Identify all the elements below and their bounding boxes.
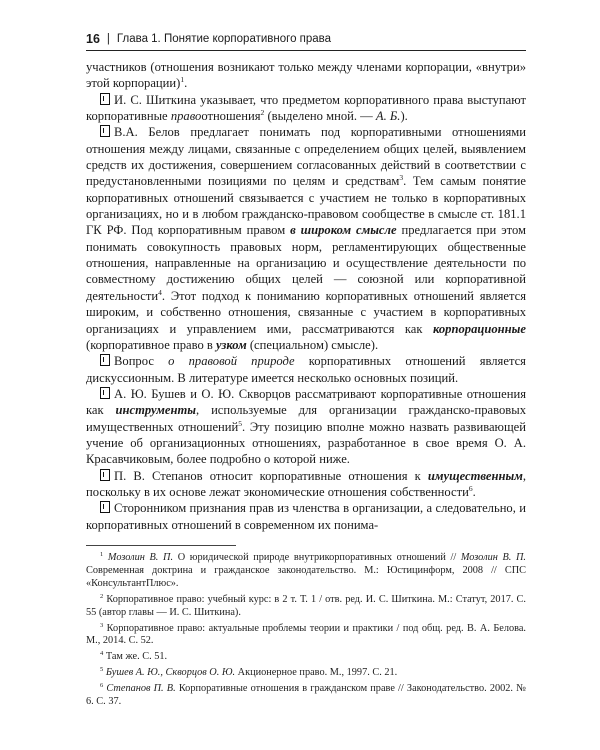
paragraph	[86, 92, 526, 125]
footnote: $^4$ Там же. С. 51.	[100, 650, 168, 663]
paragraph-text: И. С. Шиткина указывает, что предметом корпоративного права выступают корпоративные правоотношения$^2$ (выделено мной. — А. Б.).	[86, 92, 526, 124]
document-marker-icon	[100, 469, 110, 481]
paragraph	[86, 468, 526, 501]
paragraph-text: Вопрос о правовой природе корпоративных отношений является дискуссионным. В литературе имеется несколько основных позиций.	[86, 354, 526, 385]
paragraph	[86, 124, 526, 353]
document-marker-icon	[100, 501, 110, 513]
document-marker-icon	[100, 93, 110, 105]
paragraph-text: П. В. Степанов относит корпоративные отношения к имущественным, поскольку в их основе лежат экономические отношения собственности$^6$.	[86, 468, 526, 499]
footnote: $^6$ Степанов П. В. Корпоративные отношения в гражданском праве // Законодательство. 2002. № 6. С. 37.	[86, 682, 526, 708]
footnote: $^5$ Бушев А. Ю., Скворцов О. Ю. Акционерное право. М., 1997. С. 21.	[100, 666, 398, 679]
paragraph	[86, 386, 526, 468]
chapter-title: Глава 1. Понятие корпоративного права	[116, 33, 332, 45]
running-header	[86, 28, 526, 51]
footnote: $^2$ Корпоративное право: учебный курс: в 2 т. Т. 1 / отв. ред. И. С. Шиткина. М.: Статут, 2017. С. 55 (автор главы — И. С. Шиткина).	[86, 592, 526, 618]
document-marker-icon	[100, 125, 110, 137]
body-text	[86, 59, 526, 533]
document-marker-icon	[100, 387, 110, 399]
paragraph-text: Сторонником признания прав из членства в организации, а следовательно, и корпоративных отношений в современном их понима-	[86, 501, 526, 532]
footnote: $^3$ Корпоративное право: актуальные проблемы теории и практики / под общ. ред. В. А. Белова. М., 2014. С. 52.	[86, 621, 526, 647]
document-marker-icon	[100, 354, 110, 366]
paragraph	[86, 500, 526, 533]
header-separator: |	[106, 33, 110, 45]
footnote: $^1$ Мозолин В. П. О юридической природе внутрикорпоративных отношений // Мозолин В. П. Современная доктрина и гражданское законодательство. М.: Юстицинформ, 2008 // СПС «КонсультантПлюс».	[86, 550, 526, 589]
paragraph-text: участников (отношения возникают только между членами корпорации, «внутри» этой корпорации)$^1$.	[86, 60, 526, 91]
paragraph-text: В.А. Белов предлагает понимать под корпоративными отношениями отношения между лицами, связанные с определением общих целей, выявлением средств их достижения, совершением согласованных действий в соответствии с предустановленными позициями по целям и средствам$^3$. Тем самым понятие корпоративных отношений связывается с участием не только в корпоративных организациях, но и в любом гражданско-правовом сообществе в смысле ст. 181.1 ГК РФ. Под корпоративным правом в широком смысле предлагается при этом понимать совокупность правовых норм, регламентирующих общественные отношения, направленные на организацию и осуществление деятельности по совместному достижению общих целей — союзной или корпоративной деятельности$^4$. Этот подход к пониманию корпоративных отношений является широким, и собственно отношения, связанные с участием в корпоративных организациях и управлением ими, рассматриваются как корпорационные (корпоративное право в узком (специальном) смысле).	[86, 125, 526, 352]
paragraph	[86, 59, 526, 92]
paragraph-text: А. Ю. Бушев и О. Ю. Скворцов рассматривают корпоративные отношения как инструменты, используемые для организации гражданско-правовых имущественных отношений$^5$. Эту позицию вполне можно назвать развивающей учение об организационных отношениях, разработанное в свое время О. А. Красавчиковым, более подробно о которой ниже.	[86, 386, 526, 467]
footnotes	[86, 552, 526, 709]
book-page	[86, 28, 526, 712]
paragraph	[86, 353, 526, 386]
footnote-rule	[86, 545, 236, 546]
page-number: 16	[86, 32, 100, 46]
